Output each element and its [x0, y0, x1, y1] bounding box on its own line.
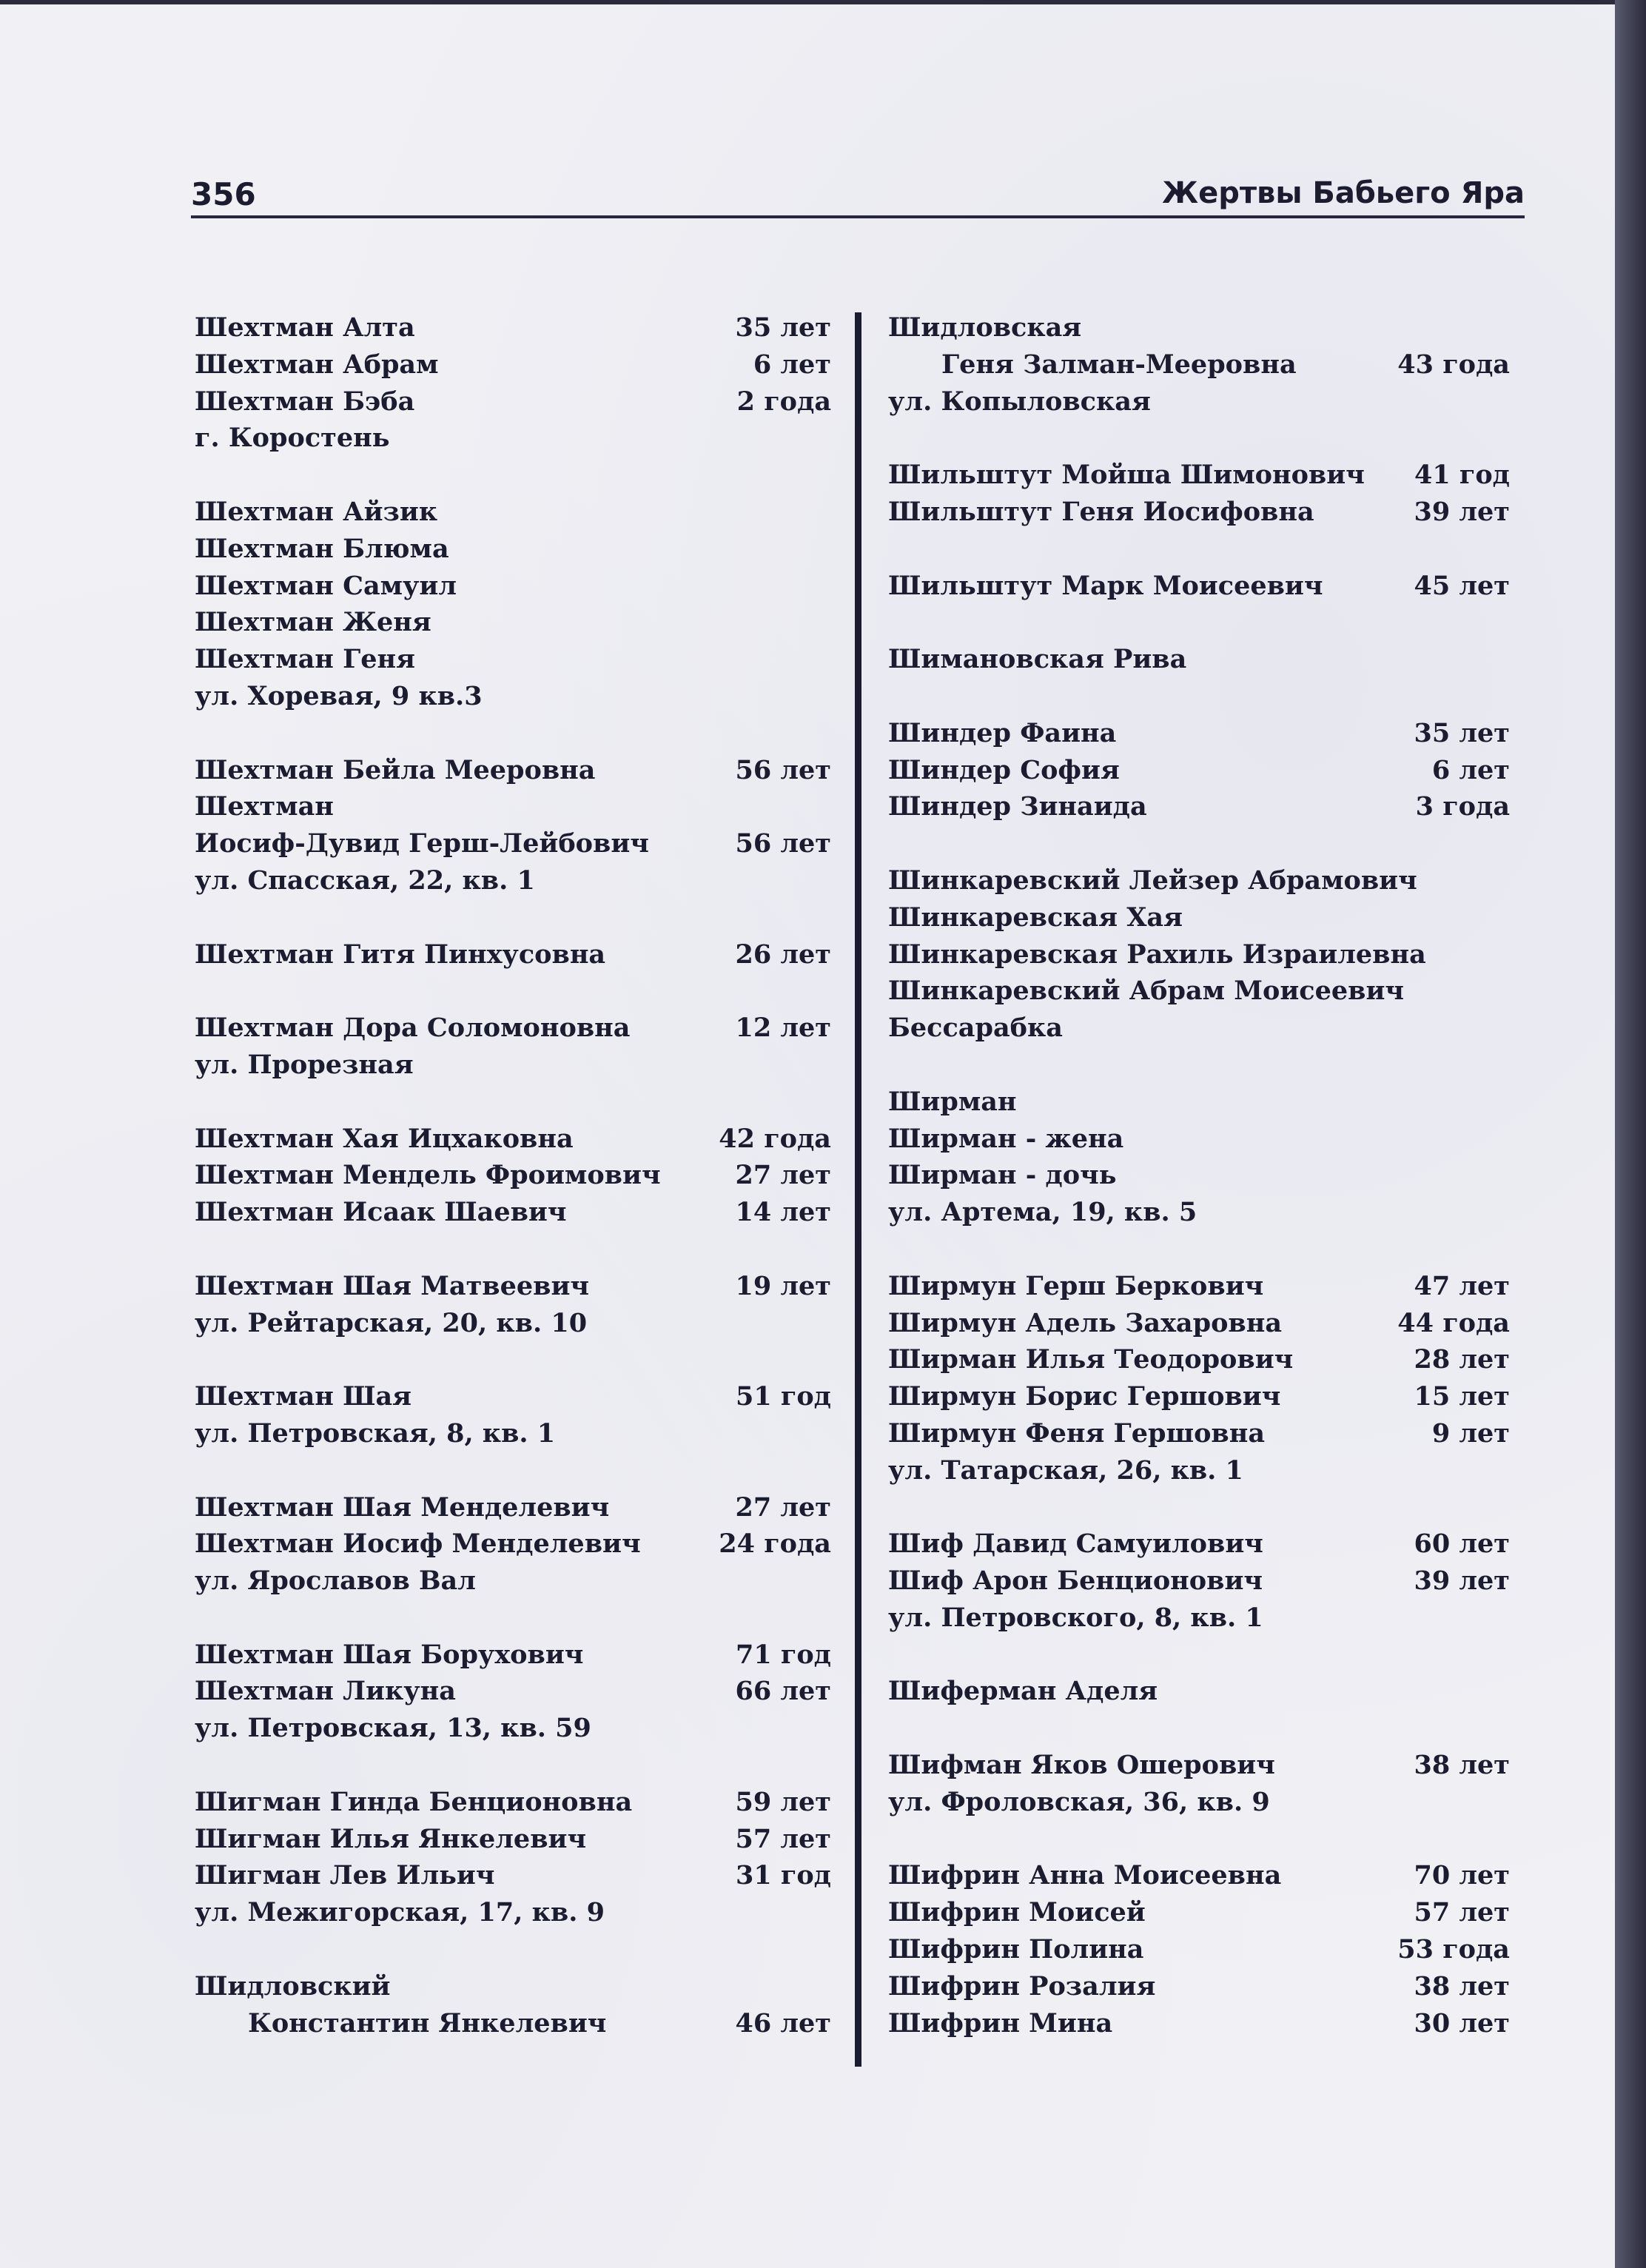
entry-name: Шильштут Марк Моисеевич: [888, 570, 1323, 601]
blank-line: [888, 1489, 1510, 1526]
entry-age: 42 года: [719, 1123, 831, 1154]
list-entry: [195, 1894, 831, 1931]
list-entry: [888, 1563, 1510, 1600]
list-entry: [195, 346, 831, 383]
entry-age: 56 лет: [735, 754, 831, 785]
entry-name: Шехтман Иосиф Менделевич: [195, 1529, 641, 1560]
blank-line: [888, 1710, 1510, 1747]
entry-age: 15 лет: [1414, 1381, 1510, 1412]
list-entry: [888, 899, 1510, 936]
list-entry: [195, 1526, 831, 1563]
list-entry: [195, 531, 831, 568]
list-entry: [888, 383, 1510, 420]
entry-name: Шехтман Геня: [195, 644, 415, 675]
entry-age: 35 лет: [735, 312, 831, 343]
entry-name: Шехтман Айзик: [195, 496, 438, 527]
list-entry: [888, 1968, 1510, 2005]
entry-age: 57 лет: [1414, 1897, 1510, 1928]
list-entry: [195, 1857, 831, 1894]
entry-age: 9 лет: [1431, 1418, 1510, 1449]
list-entry: [888, 1931, 1510, 1968]
entry-name: ул. Фроловская, 36, кв. 9: [888, 1786, 1270, 1817]
list-entry: [195, 1489, 831, 1526]
entry-age: 6 лет: [1431, 754, 1510, 785]
running-title: Жертвы Бабьего Яра: [1162, 176, 1525, 210]
entry-name: Иосиф-Дувид Герш-Лейбович: [195, 828, 649, 859]
list-entry: [888, 752, 1510, 789]
entry-name: ул. Хоревая, 9 кв.3: [195, 680, 483, 711]
entry-name: Ширман - жена: [888, 1123, 1124, 1154]
entry-name: Константин Янкелевич: [248, 2007, 607, 2039]
entry-name: Шехтман Мендель Фроимович: [195, 1160, 661, 1191]
entry-name: Бессарабка: [888, 1013, 1063, 1044]
list-entry: [888, 1673, 1510, 1710]
list-entry: [888, 1747, 1510, 1784]
entry-name: Шидловский: [195, 1970, 391, 2002]
blank-line: [195, 1600, 831, 1637]
header-rule: [191, 215, 1525, 218]
entry-name: Шехтман Хая Ицхаковна: [195, 1123, 574, 1154]
list-entry: [888, 1600, 1510, 1637]
entry-age: 39 лет: [1414, 1566, 1510, 1597]
list-entry: [195, 1710, 831, 1747]
entry-name: Шимановская Рива: [888, 644, 1187, 675]
list-entry: [888, 1378, 1510, 1415]
page-header: [191, 176, 1525, 221]
list-entry: [195, 862, 831, 899]
entry-age: 12 лет: [735, 1013, 831, 1044]
entry-name: Шехтман Самуил: [195, 570, 457, 601]
list-entry: [195, 2005, 831, 2042]
blank-line: [888, 1637, 1510, 1674]
blank-line: [888, 825, 1510, 862]
entry-name: Геня Залман-Мееровна: [941, 349, 1297, 380]
entry-name: Шехтман Шая Менделевич: [195, 1492, 610, 1523]
entry-age: 30 лет: [1414, 2007, 1510, 2039]
entry-name: Ширман: [888, 1086, 1017, 1117]
list-entry: [195, 678, 831, 715]
entry-name: Шехтман Шая Борухович: [195, 1639, 584, 1670]
entry-age: 70 лет: [1414, 1860, 1510, 1891]
entry-age: 28 лет: [1414, 1344, 1510, 1375]
list-entry: [888, 1784, 1510, 1821]
right-column: [888, 309, 1510, 2041]
list-entry: [195, 1563, 831, 1600]
list-entry: [195, 494, 831, 531]
entry-name: Шехтман Бейла Мееровна: [195, 754, 596, 785]
entry-name: Шифрин Полина: [888, 1934, 1144, 1965]
entry-age: 57 лет: [735, 1823, 831, 1854]
entry-name: ул. Артема, 19, кв. 5: [888, 1197, 1197, 1228]
blank-line: [195, 715, 831, 752]
blank-line: [195, 973, 831, 1010]
entry-name: ул. Прорезная: [195, 1049, 414, 1080]
list-entry: [195, 1305, 831, 1342]
entry-name: Шехтман Шая: [195, 1381, 412, 1412]
entry-name: ул. Межигорская, 17, кв. 9: [195, 1897, 605, 1928]
entry-age: 59 лет: [735, 1786, 831, 1817]
entry-age: 38 лет: [1414, 1970, 1510, 2002]
entry-name: Шехтман Гитя Пинхусовна: [195, 939, 606, 970]
entry-name: Шидловская: [888, 312, 1082, 343]
entry-name: Шиф Давид Самуилович: [888, 1529, 1263, 1560]
list-entry: [888, 1157, 1510, 1194]
entry-name: ул. Петровского, 8, кв. 1: [888, 1602, 1263, 1633]
entry-age: 24 года: [719, 1529, 831, 1560]
blank-line: [195, 1747, 831, 1784]
entry-age: 47 лет: [1414, 1270, 1510, 1301]
blank-line: [888, 1231, 1510, 1268]
list-entry: [888, 346, 1510, 383]
entry-name: Шехтман Исаак Шаевич: [195, 1197, 567, 1228]
list-entry: [195, 1968, 831, 2005]
list-entry: [195, 1268, 831, 1305]
blank-line: [195, 457, 831, 494]
entry-name: Шигман Гинда Бенционовна: [195, 1786, 633, 1817]
entry-age: 71 год: [735, 1639, 831, 1670]
blank-line: [888, 420, 1510, 457]
entry-age: 51 год: [735, 1381, 831, 1412]
list-entry: [195, 1378, 831, 1415]
entry-name: Шинкаревская Рахиль Израилевна: [888, 939, 1426, 970]
list-entry: [888, 1526, 1510, 1563]
entry-age: 3 года: [1415, 791, 1510, 822]
entry-age: 2 года: [736, 386, 831, 417]
list-entry: [195, 420, 831, 457]
entry-name: Шигман Лев Ильич: [195, 1860, 495, 1891]
list-entry: [888, 1341, 1510, 1378]
entry-age: 19 лет: [735, 1270, 831, 1301]
entry-name: ул. Татарская, 26, кв. 1: [888, 1455, 1243, 1486]
list-entry: [195, 788, 831, 825]
list-entry: [888, 1452, 1510, 1489]
list-entry: [888, 2005, 1510, 2042]
entry-name: Ширмун Борис Гершович: [888, 1381, 1281, 1412]
entry-name: Шифрин Розалия: [888, 1970, 1156, 2002]
entry-name: Шиндер Зинаида: [888, 791, 1147, 822]
column-divider: [855, 312, 861, 2067]
entry-age: 27 лет: [735, 1492, 831, 1523]
list-entry: [195, 1047, 831, 1084]
list-entry: [888, 494, 1510, 531]
entry-name: Шехтман Блюма: [195, 533, 449, 564]
entry-age: 46 лет: [735, 2007, 831, 2039]
entry-name: г. Коростень: [195, 423, 390, 454]
blank-line: [888, 1047, 1510, 1084]
entry-name: Ширман - дочь: [888, 1160, 1117, 1191]
entry-name: Шинкаревский Лейзер Абрамович: [888, 865, 1417, 896]
list-entry: [888, 1415, 1510, 1452]
list-entry: [195, 1157, 831, 1194]
entry-name: Шехтман Шая Матвеевич: [195, 1270, 590, 1301]
list-entry: [888, 1084, 1510, 1121]
list-entry: [888, 568, 1510, 605]
entry-name: Шильштут Мойша Шимонович: [888, 460, 1365, 491]
list-entry: [195, 1784, 831, 1821]
entry-name: Шехтман Бэба: [195, 386, 415, 417]
page: [0, 4, 1615, 2268]
list-entry: [195, 1673, 831, 1710]
list-entry: [195, 309, 831, 346]
list-entry: [888, 457, 1510, 494]
entry-name: ул. Ярославов Вал: [195, 1566, 476, 1597]
entry-age: 35 лет: [1414, 717, 1510, 748]
blank-line: [195, 1341, 831, 1378]
entry-name: Шехтман: [195, 791, 334, 822]
entry-name: Шинкаревская Хая: [888, 902, 1183, 933]
entry-name: Шильштут Геня Иосифовна: [888, 496, 1314, 527]
entry-name: Шехтман Дора Соломоновна: [195, 1013, 631, 1044]
list-entry: [888, 309, 1510, 346]
list-entry: [888, 1194, 1510, 1231]
blank-line: [888, 531, 1510, 568]
entry-name: ул. Петровская, 13, кв. 59: [195, 1713, 591, 1744]
list-entry: [195, 568, 831, 605]
list-entry: [195, 1415, 831, 1452]
list-entry: [888, 1268, 1510, 1305]
entry-name: Шифрин Анна Моисеевна: [888, 1860, 1282, 1891]
list-entry: [195, 641, 831, 678]
entry-name: Шиф Арон Бенционович: [888, 1566, 1263, 1597]
entry-age: 45 лет: [1414, 570, 1510, 601]
list-entry: [888, 788, 1510, 825]
entry-age: 26 лет: [735, 939, 831, 970]
list-entry: [195, 752, 831, 789]
entry-name: Шехтман Женя: [195, 607, 431, 638]
list-entry: [888, 1894, 1510, 1931]
entry-name: Шифман Яков Ошерович: [888, 1750, 1275, 1781]
entry-name: Шехтман Ликуна: [195, 1676, 456, 1707]
entry-name: Шиферман Аделя: [888, 1676, 1158, 1707]
list-entry: [888, 641, 1510, 678]
list-entry: [195, 936, 831, 973]
entry-age: 41 год: [1414, 460, 1510, 491]
entry-age: 39 лет: [1414, 496, 1510, 527]
blank-line: [195, 1231, 831, 1268]
entry-name: Шифрин Моисей: [888, 1897, 1146, 1928]
entry-name: Шиндер София: [888, 754, 1120, 785]
list-entry: [888, 936, 1510, 973]
list-entry: [195, 1821, 831, 1858]
scan-edge: [1615, 0, 1646, 2268]
list-entry: [888, 1305, 1510, 1342]
entry-name: Ширмун Феня Гершовна: [888, 1418, 1266, 1449]
entry-name: Шигман Илья Янкелевич: [195, 1823, 587, 1854]
list-entry: [195, 1194, 831, 1231]
entry-name: Шиндер Фаина: [888, 717, 1117, 748]
blank-line: [888, 1821, 1510, 1858]
entry-age: 56 лет: [735, 828, 831, 859]
entry-age: 38 лет: [1414, 1750, 1510, 1781]
list-entry: [888, 862, 1510, 899]
blank-line: [888, 604, 1510, 641]
list-entry: [888, 715, 1510, 752]
entry-age: 53 года: [1397, 1934, 1510, 1965]
entry-age: 6 лет: [753, 349, 831, 380]
entry-age: 43 года: [1397, 349, 1510, 380]
left-column: [195, 309, 831, 2041]
list-entry: [888, 973, 1510, 1010]
blank-line: [195, 1931, 831, 1968]
blank-line: [195, 1084, 831, 1121]
list-entry: [888, 1010, 1510, 1047]
entry-age: 66 лет: [735, 1676, 831, 1707]
list-entry: [195, 825, 831, 862]
entry-name: ул. Спасская, 22, кв. 1: [195, 865, 535, 896]
list-entry: [888, 1857, 1510, 1894]
entry-name: Шехтман Алта: [195, 312, 415, 343]
entry-age: 60 лет: [1414, 1529, 1510, 1560]
entry-age: 31 год: [735, 1860, 831, 1891]
entry-name: Шехтман Абрам: [195, 349, 439, 380]
entry-name: ул. Копыловская: [888, 386, 1151, 417]
page-number: 356: [191, 176, 256, 212]
list-entry: [195, 1121, 831, 1158]
entry-age: 27 лет: [735, 1160, 831, 1191]
entry-name: Ширмун Адель Захаровна: [888, 1307, 1283, 1338]
list-entry: [195, 1010, 831, 1047]
blank-line: [195, 899, 831, 936]
list-entry: [195, 1637, 831, 1674]
entry-name: Ширман Илья Теодорович: [888, 1344, 1294, 1375]
blank-line: [195, 1452, 831, 1489]
entry-name: ул. Петровская, 8, кв. 1: [195, 1418, 556, 1449]
entry-name: ул. Рейтарская, 20, кв. 10: [195, 1307, 588, 1338]
list-entry: [888, 1121, 1510, 1158]
entry-name: Ширмун Герш Беркович: [888, 1270, 1264, 1301]
list-entry: [195, 604, 831, 641]
entry-age: 14 лет: [735, 1197, 831, 1228]
entry-name: Шифрин Мина: [888, 2007, 1113, 2039]
entry-age: 44 года: [1397, 1307, 1510, 1338]
entry-name: Шинкаревский Абрам Моисеевич: [888, 976, 1405, 1007]
blank-line: [888, 678, 1510, 715]
list-entry: [195, 383, 831, 420]
